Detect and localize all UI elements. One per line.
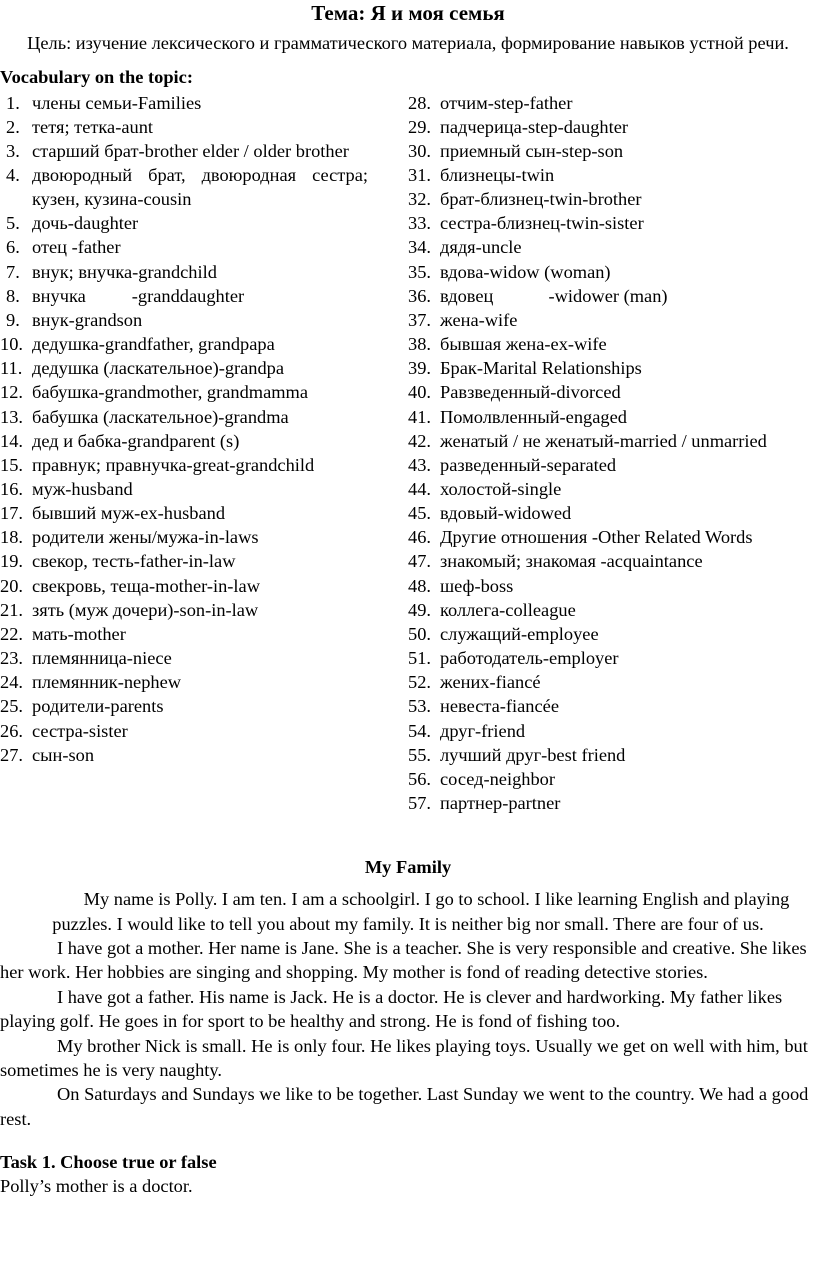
- vocab-item: [408, 549, 816, 573]
- vocab-item: [408, 743, 816, 767]
- vocab-item-number: 7.: [6, 261, 20, 282]
- vocab-item: [0, 670, 368, 694]
- vocab-item-text: члены семьи-Families: [32, 92, 202, 113]
- vocab-item-text: дочь-daughter: [32, 213, 139, 234]
- family-paragraph: My name is Polly. I am ten. I am a schoolgirl. I go to school. I like learning English and playing puzzles. I would like to tell you about my family. It is neither big nor small. There are four of us.: [52, 889, 790, 934]
- family-paragraph: On Saturdays and Sundays we like to be together. Last Sunday we went to the country. We had a good rest.: [0, 1084, 809, 1129]
- vocab-item-number: 20.: [0, 575, 23, 596]
- vocab-item-text: внук-grandson: [32, 309, 143, 330]
- vocab-item-number: 46.: [408, 527, 431, 548]
- vocab-item: [408, 501, 816, 525]
- vocab-item: [0, 646, 368, 670]
- vocab-item-number: 19.: [0, 551, 23, 572]
- vocab-item-number: 22.: [0, 623, 23, 644]
- vocab-item-number: 18.: [0, 527, 23, 548]
- vocab-item: [0, 694, 368, 718]
- vocab-item: [0, 405, 368, 429]
- vocab-item: [408, 356, 816, 380]
- vocab-item-number: 33.: [408, 213, 431, 234]
- vocab-item: [0, 284, 368, 308]
- vocab-item: [0, 356, 368, 380]
- vocab-item-text: сестра-близнец-twin-sister: [440, 213, 644, 234]
- vocab-item: [408, 380, 816, 404]
- vocab-item-number: 52.: [408, 672, 431, 693]
- vocab-item-text: отчим-step-father: [440, 92, 573, 113]
- vocab-item-text: сестра-sister: [32, 720, 128, 741]
- vocab-item-text: дядя-uncle: [440, 237, 522, 258]
- vocab-item: [0, 525, 368, 549]
- vocab-item-number: 29.: [408, 116, 431, 137]
- vocab-item: [0, 477, 368, 501]
- vocab-item-text: вдовый-widowed: [440, 503, 572, 524]
- vocab-item: [0, 380, 368, 404]
- vocab-item-number: 13.: [0, 406, 23, 427]
- vocab-item: [408, 187, 816, 211]
- vocab-item-text: бабушка (ласкательное)-grandma: [32, 406, 289, 427]
- vocab-item-text: сын-son: [32, 744, 95, 765]
- vocab-item-number: 39.: [408, 358, 431, 379]
- vocab-item-text: вдова-widow (woman): [440, 261, 611, 282]
- vocab-item-number: 27.: [0, 744, 23, 765]
- vocab-item: [0, 308, 368, 332]
- vocab-item-text: мать-mother: [32, 623, 126, 644]
- task-heading: Task 1. Choose true or false: [0, 1152, 217, 1173]
- vocab-item-number: 6.: [6, 237, 20, 258]
- vocab-item-text: холостой-single: [440, 479, 562, 499]
- vocab-item-text: дед и бабка-grandparent (s): [32, 430, 240, 451]
- vocab-list-left: [0, 91, 368, 767]
- family-text: [0, 887, 816, 1131]
- vocab-item: [408, 429, 816, 453]
- vocab-item-number: 25.: [0, 696, 23, 717]
- vocab-item-number: 2.: [6, 116, 20, 137]
- vocab-item-number: 31.: [408, 164, 431, 185]
- vocab-item: [408, 332, 816, 356]
- vocab-item: [0, 743, 368, 767]
- vocab-item-number: 35.: [408, 261, 431, 282]
- vocab-item-number: 55.: [408, 744, 431, 765]
- vocab-item-text: двоюродный брат, двоюродная сестра; кузен, кузина-cousin: [32, 164, 368, 210]
- vocab-item-text: знакомый; знакомая -acquaintance: [440, 551, 703, 572]
- vocab-item: [408, 767, 816, 791]
- vocab-item: [408, 574, 816, 598]
- vocab-item: [0, 211, 368, 235]
- vocab-item: [0, 719, 368, 743]
- vocab-item-number: 53.: [408, 696, 431, 717]
- vocab-item-number: 47.: [408, 551, 431, 572]
- vocab-item-text: Помолвленный-engaged: [440, 406, 627, 427]
- family-paragraph: I have got a father. His name is Jack. He is a doctor. He is clever and hardworking. My father likes playing golf. He goes in for sport to be healthy and strong. He is fond of fishing too.: [0, 986, 783, 1032]
- vocab-item-text: внук; внучка-grandchild: [32, 261, 217, 282]
- vocab-item-number: 26.: [0, 720, 23, 741]
- vocab-item: [408, 163, 816, 187]
- vocab-item-text: свекор, тесть-father-in-law: [32, 551, 236, 572]
- vocab-item-text: бывший муж-ex-husband: [32, 503, 226, 524]
- vocab-item-number: 51.: [408, 648, 431, 669]
- vocab-item-text: бабушка-grandmother, grandmamma: [32, 382, 309, 403]
- vocab-item-text: женатый / не женатый-married / unmarried: [440, 430, 767, 451]
- page-title: Тема: Я и моя семья: [311, 1, 505, 25]
- vocab-item-text: шеф-boss: [440, 575, 514, 596]
- vocab-item-text: партнер-partner: [440, 793, 561, 814]
- vocab-item-text: жена-wife: [440, 309, 518, 330]
- vocab-item-number: 12.: [0, 382, 23, 403]
- vocab-item-text: родители жены/мужа-in-laws: [32, 527, 259, 548]
- vocab-item-number: 10.: [0, 334, 23, 355]
- vocab-item-number: 43.: [408, 454, 431, 475]
- vocab-item-text: вдовец -widower (man): [440, 285, 668, 306]
- vocab-item: [408, 308, 816, 332]
- vocab-item: [0, 163, 368, 211]
- vocab-item-text: старший брат-brother elder / older brother: [32, 140, 349, 161]
- vocab-item-text: работодатель-employer: [440, 648, 619, 669]
- vocab-item-number: 50.: [408, 623, 431, 644]
- vocab-item: [408, 91, 816, 115]
- vocab-item-number: 37.: [408, 309, 431, 330]
- vocab-item-text: зять (муж дочери)-son-in-law: [32, 599, 259, 620]
- vocab-item-number: 41.: [408, 406, 431, 427]
- vocab-item-text: Брак-Marital Relationships: [440, 358, 642, 379]
- vocab-item: [408, 525, 816, 549]
- vocab-item: [0, 91, 368, 115]
- vocab-item-text: друг-friend: [440, 720, 526, 741]
- vocab-item: [0, 260, 368, 284]
- vocab-item-text: близнецы-twin: [440, 164, 555, 185]
- vocab-item-number: 34.: [408, 237, 431, 258]
- vocab-item: [408, 453, 816, 477]
- vocab-item-number: 44.: [408, 479, 431, 499]
- family-paragraph: My brother Nick is small. He is only four. He likes playing toys. Usually we get on well with him, but sometimes he is very naughty.: [0, 1035, 808, 1081]
- vocab-item-number: 21.: [0, 599, 23, 620]
- vocab-item-number: 23.: [0, 648, 23, 669]
- vocab-item-text: разведенный-separated: [440, 454, 617, 475]
- vocab-item: [0, 598, 368, 622]
- vocab-item: [0, 453, 368, 477]
- vocab-item: [0, 139, 368, 163]
- vocab-item-text: бывшая жена-ex-wife: [440, 334, 607, 355]
- vocab-item-number: 48.: [408, 575, 431, 596]
- vocab-item-number: 40.: [408, 382, 431, 403]
- vocab-item-text: родители-parents: [32, 696, 164, 717]
- vocab-item-number: 9.: [6, 309, 20, 330]
- vocab-item: [408, 719, 816, 743]
- vocab-item-number: 45.: [408, 503, 431, 524]
- vocab-item-number: 15.: [0, 454, 23, 475]
- vocab-item-text: свекровь, теща-mother-in-law: [32, 575, 260, 596]
- vocab-item: [0, 574, 368, 598]
- vocab-item: [408, 211, 816, 235]
- vocab-item-number: 16.: [0, 479, 23, 499]
- vocab-item-number: 17.: [0, 503, 23, 524]
- vocab-item-number: 32.: [408, 189, 431, 210]
- vocab-item: [408, 284, 816, 308]
- vocab-item-number: 14.: [0, 430, 23, 451]
- vocab-item-number: 24.: [0, 672, 23, 693]
- vocab-item: [408, 235, 816, 259]
- vocab-item-text: дедушка (ласкательное)-grandpa: [32, 358, 285, 379]
- goal-subtitle: Цель: изучение лексического и грамматического материала, формирование навыков устной речи.: [27, 33, 789, 53]
- vocab-item: [408, 405, 816, 429]
- vocab-list-right: [408, 91, 816, 816]
- vocab-item-number: 4.: [6, 164, 20, 185]
- vocab-item: [0, 235, 368, 259]
- vocab-item-number: 1.: [6, 92, 20, 113]
- vocab-item: [0, 549, 368, 573]
- vocab-item-number: 5.: [6, 213, 20, 234]
- vocab-item-text: правнук; правнучка-great-grandchild: [32, 454, 315, 475]
- vocab-item-text: служащий-employee: [440, 623, 599, 644]
- vocab-item-number: 49.: [408, 599, 431, 620]
- vocab-item-number: 56.: [408, 768, 431, 789]
- task-statement: Polly’s mother is a doctor.: [0, 1176, 193, 1197]
- vocab-item-number: 11.: [0, 358, 23, 379]
- vocab-item-number: 38.: [408, 334, 431, 355]
- vocab-item-number: 30.: [408, 140, 431, 161]
- vocab-item-number: 8.: [6, 285, 20, 306]
- vocab-item-text: тетя; тетка-aunt: [32, 116, 154, 137]
- vocab-item: [0, 622, 368, 646]
- vocab-item-number: 42.: [408, 430, 431, 451]
- vocab-item-text: жених-fiancé: [440, 672, 541, 693]
- vocab-item-text: лучший друг-best friend: [440, 744, 626, 765]
- vocab-item: [408, 260, 816, 284]
- vocab-item: [408, 477, 816, 501]
- vocab-item: [0, 115, 368, 139]
- vocab-item-text: внучка -granddaughter: [32, 285, 245, 306]
- vocab-item: [0, 429, 368, 453]
- vocabulary-heading: Vocabulary on the topic:: [0, 66, 193, 87]
- vocab-item-number: 36.: [408, 285, 431, 306]
- vocab-item: [0, 332, 368, 356]
- vocab-item-number: 3.: [6, 140, 20, 161]
- vocab-item: [408, 791, 816, 815]
- vocab-item-text: племянник-nephew: [32, 672, 182, 693]
- vocab-item-text: коллега-colleague: [440, 599, 576, 620]
- vocab-item-text: муж-husband: [32, 479, 133, 499]
- family-heading: My Family: [364, 857, 452, 878]
- vocab-item: [408, 115, 816, 139]
- vocab-item-text: приемный сын-step-son: [440, 140, 624, 161]
- vocab-item-text: отец -father: [32, 237, 121, 258]
- vocab-item-number: 54.: [408, 720, 431, 741]
- vocab-item-text: сосед-neighbor: [440, 768, 555, 789]
- vocab-item-text: Другие отношения -Other Related Words: [440, 527, 753, 548]
- vocab-item: [0, 501, 368, 525]
- vocab-item: [408, 139, 816, 163]
- vocabulary-columns: [0, 91, 816, 816]
- vocab-item: [408, 622, 816, 646]
- vocab-item-text: невеста-fiancée: [440, 696, 559, 717]
- vocab-item-number: 28.: [408, 92, 431, 113]
- vocab-item-text: дедушка-grandfather, grandpapa: [32, 334, 275, 355]
- vocab-item: [408, 694, 816, 718]
- vocab-item-text: племянница-niece: [32, 648, 172, 669]
- vocab-item: [408, 670, 816, 694]
- vocab-item: [408, 646, 816, 670]
- vocab-item: [408, 598, 816, 622]
- vocab-item-number: 57.: [408, 793, 431, 814]
- family-paragraph: I have got a mother. Her name is Jane. She is a teacher. She is very responsible and creative. She likes her work. Her hobbies are singing and shopping. My mother is fond of reading detective stories.: [0, 938, 807, 983]
- vocab-item-text: Равзведенный-divorced: [440, 382, 621, 403]
- vocab-item-text: брат-близнец-twin-brother: [440, 189, 642, 210]
- vocab-item-text: падчерица-step-daughter: [440, 116, 629, 137]
